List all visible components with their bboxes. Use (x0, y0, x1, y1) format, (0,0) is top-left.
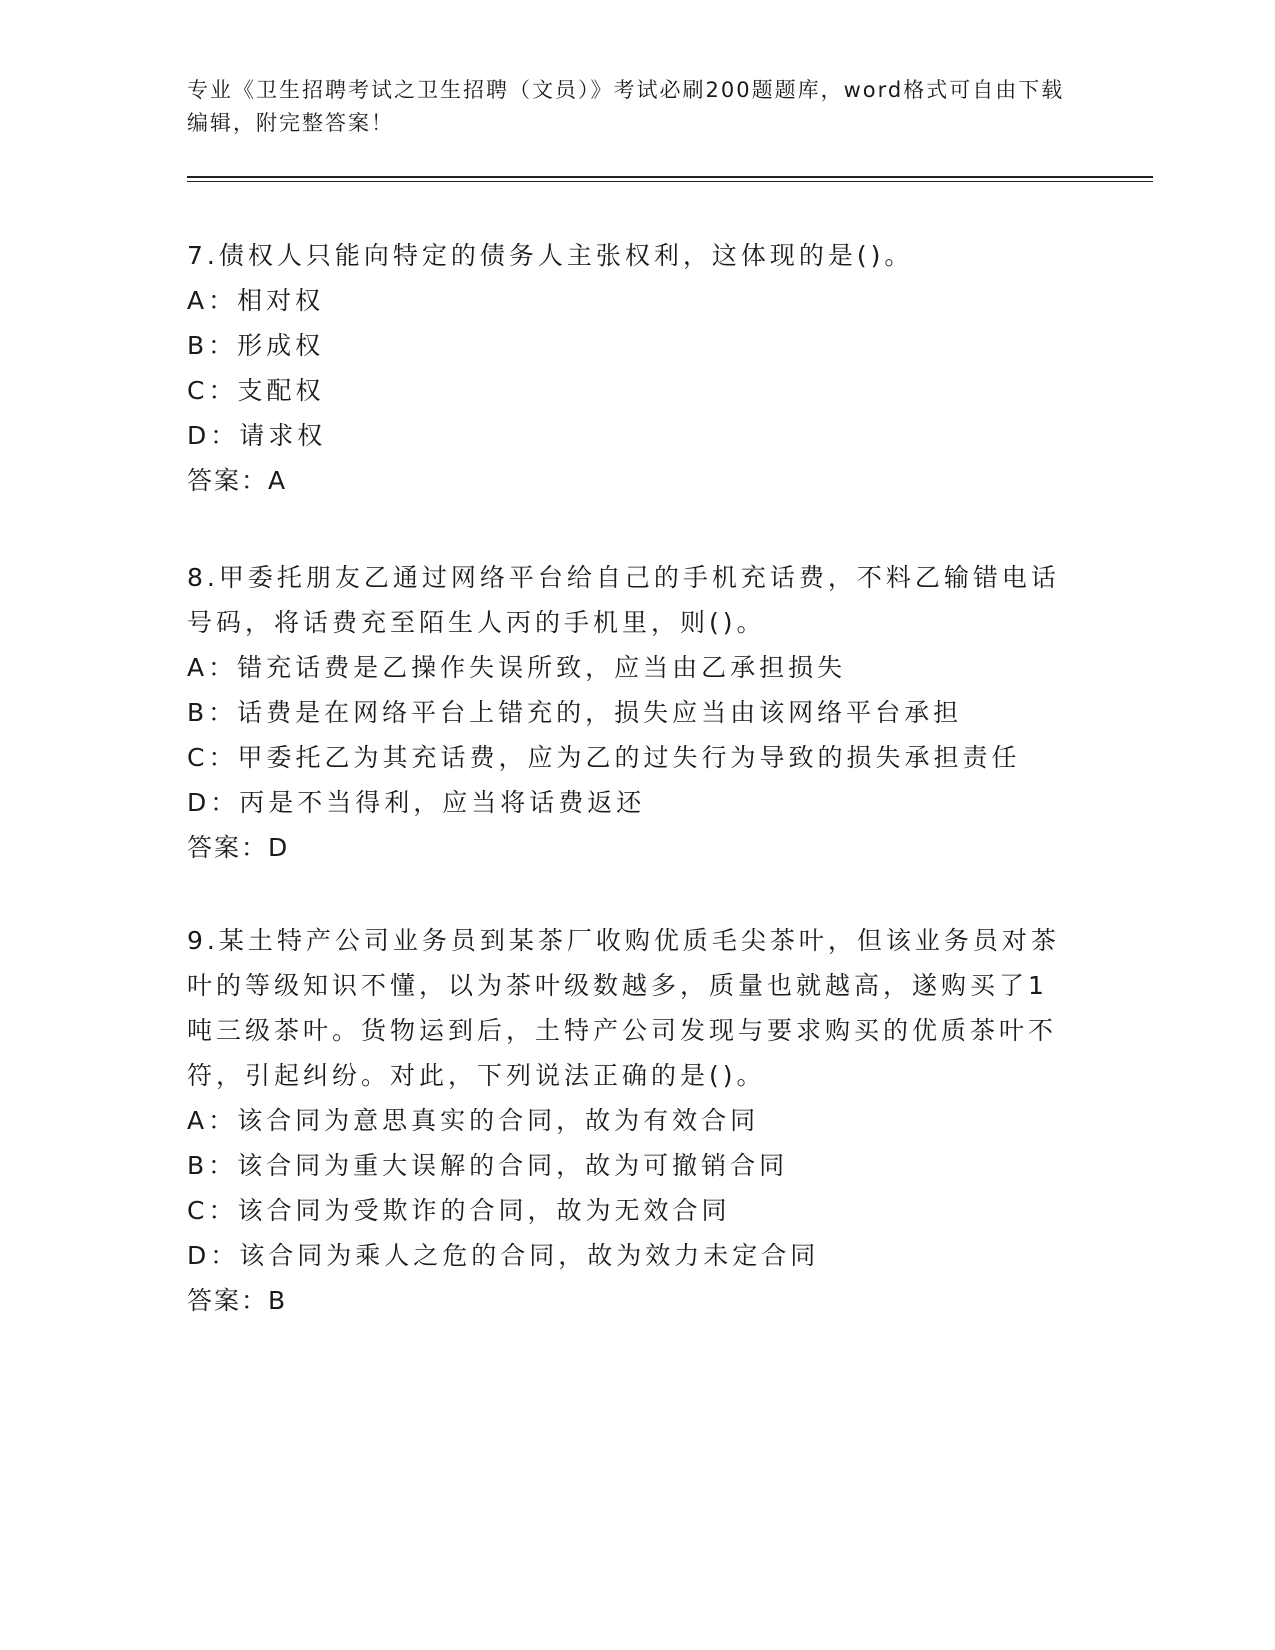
option-a: A：该合同为意思真实的合同，故为有效合同 (187, 1106, 760, 1135)
header-divider-thick (187, 176, 1153, 178)
option-b: B：该合同为重大误解的合同，故为可撤销合同 (187, 1151, 789, 1180)
answer: 答案：A (187, 466, 288, 495)
document-header: 专业《卫生招聘考试之卫生招聘（文员）》考试必刷200题题库，word格式可自由下载编辑，附完整答案！ (187, 78, 1065, 135)
header-divider-thin (187, 181, 1153, 182)
question-7 (187, 233, 1067, 503)
option-b: B：话费是在网络平台上错充的，损失应当由该网络平台承担 (187, 698, 963, 727)
option-b: B：形成权 (187, 331, 325, 360)
option-a: A：相对权 (187, 286, 325, 315)
option-d: D：请求权 (187, 421, 327, 450)
question-stem: 9.某土特产公司业务员到某茶厂收购优质毛尖茶叶，但该业务员对茶叶的等级知识不懂，以为茶叶级数越多，质量也就越高，遂购买了1吨三级茶叶。货物运到后，土特产公司发现与要求购买的优质茶叶不符，引起纠纷。对此，下列说法正确的是()。 (187, 926, 1060, 1090)
option-d: D：该合同为乘人之危的合同，故为效力未定合同 (187, 1241, 820, 1270)
question-stem: 8.甲委托朋友乙通过网络平台给自己的手机充话费，不料乙输错电话号码，将话费充至陌生人丙的手机里，则()。 (187, 563, 1060, 637)
question-8 (187, 555, 1067, 870)
answer: 答案：D (187, 833, 290, 862)
option-c: C：甲委托乙为其充话费，应为乙的过失行为导致的损失承担责任 (187, 743, 1021, 772)
option-c: C：该合同为受欺诈的合同，故为无效合同 (187, 1196, 731, 1225)
option-a: A：错充话费是乙操作失误所致，应当由乙承担损失 (187, 653, 847, 682)
question-9 (187, 918, 1067, 1323)
option-c: C：支配权 (187, 376, 325, 405)
question-stem: 7.债权人只能向特定的债务人主张权利，这体现的是()。 (187, 241, 914, 270)
option-d: D：丙是不当得利，应当将话费返还 (187, 788, 646, 817)
answer: 答案：B (187, 1286, 288, 1315)
